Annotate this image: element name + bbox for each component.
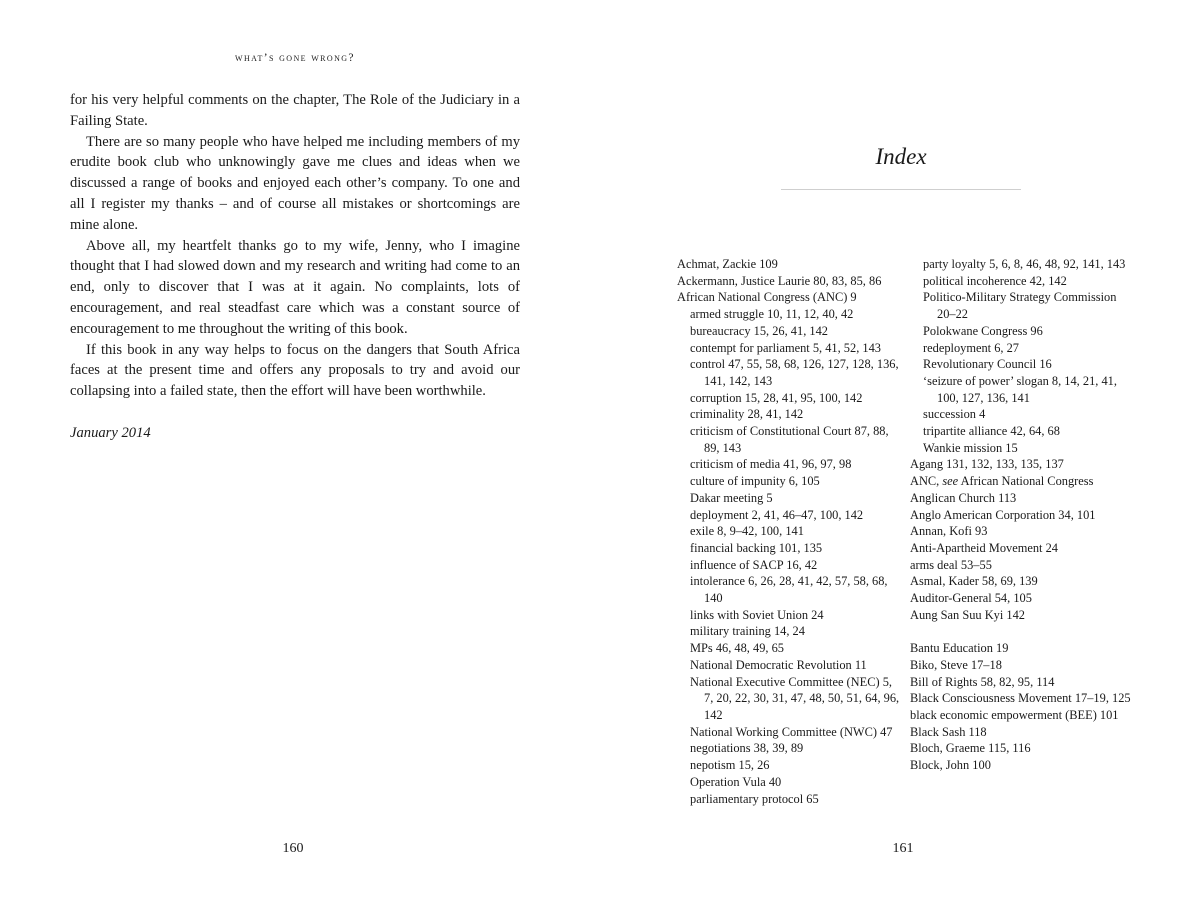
index-entry: Ackermann, Justice Laurie 80, 83, 85, 86 bbox=[677, 273, 882, 288]
index-subentry: Dakar meeting 5 bbox=[690, 490, 773, 505]
index-entry: Anti-Apartheid Movement 24 bbox=[910, 540, 1058, 555]
entry-text: African National Congress bbox=[958, 474, 1094, 489]
index-entry: Aung San Suu Kyi 142 bbox=[910, 607, 1025, 622]
index-subentry: parliamentary protocol 65 bbox=[690, 791, 819, 806]
right-page bbox=[598, 0, 1197, 918]
index-subentry: Revolutionary Council 16 bbox=[923, 357, 1052, 372]
index-subentry: criminality 28, 41, 142 bbox=[690, 407, 804, 422]
title-rule bbox=[781, 189, 1021, 190]
index-entry: arms deal 53–55 bbox=[910, 557, 992, 572]
index-entry: African National Congress (ANC) 9 bbox=[677, 290, 857, 305]
left-page bbox=[0, 0, 598, 918]
index-entry: Bill of Rights 58, 82, 95, 114 bbox=[910, 674, 1055, 689]
paragraph: Above all, my heartfelt thanks go to my wife, Jenny, who I imagine thought that I had slowed down and my research and writing had come to an end, only to discover that I was at it again. No complaints, lots of encouragement, and real steadfast care which was a constant source of encouragement to me throughout the writing of this book. bbox=[70, 237, 520, 337]
index-subentry: negotiations 38, 39, 89 bbox=[690, 741, 804, 756]
index-entry: Asmal, Kader 58, 69, 139 bbox=[910, 574, 1038, 589]
index-subentry: corruption 15, 28, 41, 95, 100, 142 bbox=[690, 390, 863, 405]
index-subentry: redeployment 6, 27 bbox=[923, 340, 1020, 355]
index-subentry: intolerance 6, 26, 28, 41, 42, 57, 58, 68, 140 bbox=[690, 574, 888, 606]
index-subentry: tripartite alliance 42, 64, 68 bbox=[923, 424, 1060, 439]
index-subentry: criticism of Constitutional Court 87, 88, 89, 143 bbox=[690, 424, 889, 455]
index-title: Index bbox=[875, 144, 927, 169]
date-signoff: January 2014 bbox=[70, 425, 151, 441]
paragraph: for his very helpful comments on the chapter, The Role of the Judiciary in a Failing State. bbox=[70, 92, 520, 129]
index-subentry: deployment 2, 41, 46–47, 100, 142 bbox=[690, 507, 864, 522]
paragraph: There are so many people who have helped me including members of my erudite book club who unknowingly gave me clues and ideas when we discussed a range of books and enjoyed each other’s company. To one and all I register my thanks – and of course all mistakes or shortcomings are mine alone. bbox=[70, 133, 520, 233]
index-subentry: exile 8, 9–42, 100, 141 bbox=[690, 524, 804, 539]
index-entry: black economic empowerment (BEE) 101 bbox=[910, 707, 1119, 722]
index-subentry: Polokwane Congress 96 bbox=[923, 323, 1043, 338]
index-subentry: political incoherence 42, 142 bbox=[923, 273, 1067, 288]
index-subentry: Politico-Military Strategy Commission 20–22 bbox=[923, 290, 1117, 322]
index-subentry: ‘seizure of power’ slogan 8, 14, 21, 41, 100, 127, 136, 141 bbox=[923, 373, 1117, 405]
index-entry: Auditor-General 54, 105 bbox=[910, 591, 1032, 606]
index-entry: Bantu Education 19 bbox=[910, 641, 1009, 656]
index-subentry: contempt for parliament 5, 41, 52, 143 bbox=[690, 340, 881, 355]
page-number: 161 bbox=[892, 841, 914, 856]
see-reference: see bbox=[942, 474, 959, 489]
index-subentry: military training 14, 24 bbox=[690, 624, 805, 639]
running-head: what’s gone wrong? bbox=[235, 52, 355, 64]
index-subentry: National Executive Committee (NEC) 5, 7, 20, 22, 30, 31, 47, 48, 50, 51, 64, 96, 142 bbox=[690, 674, 900, 722]
index-entry: Black Consciousness Movement 17–19, 125 bbox=[910, 691, 1131, 706]
index-subentry: succession 4 bbox=[923, 407, 986, 422]
index-subentry: criticism of media 41, 96, 97, 98 bbox=[690, 457, 852, 472]
index-subentry: links with Soviet Union 24 bbox=[690, 607, 824, 622]
index-subentry: Wankie mission 15 bbox=[923, 440, 1018, 455]
index-entry: Achmat, Zackie 109 bbox=[677, 257, 778, 271]
index-subentry: influence of SACP 16, 42 bbox=[690, 557, 818, 572]
index-entry: Bloch, Graeme 115, 116 bbox=[910, 741, 1031, 756]
index-subentry: bureaucracy 15, 26, 41, 142 bbox=[690, 323, 828, 338]
entry-text: ANC, bbox=[910, 474, 943, 489]
index-subentry: National Working Committee (NWC) 47 bbox=[690, 724, 893, 739]
page-number: 160 bbox=[282, 841, 304, 856]
index-subentry: control 47, 55, 58, 68, 126, 127, 128, 136, 141, 142, 143 bbox=[690, 357, 899, 388]
index-subentry: nepotism 15, 26 bbox=[690, 758, 770, 773]
index-column-1 bbox=[677, 256, 902, 807]
index-subentry: party loyalty 5, 6, 8, 46, 48, 92, 141, 143 bbox=[923, 257, 1126, 271]
body-text bbox=[70, 90, 520, 402]
index-entry: Anglo American Corporation 34, 101 bbox=[910, 507, 1096, 522]
index-subentry: National Democratic Revolution 11 bbox=[690, 657, 867, 672]
index-subentry: financial backing 101, 135 bbox=[690, 540, 823, 555]
index-subentry: MPs 46, 48, 49, 65 bbox=[690, 641, 784, 656]
index-entry: Anglican Church 113 bbox=[910, 490, 1017, 505]
index-subentry: Operation Vula 40 bbox=[690, 774, 782, 789]
index-column-2 bbox=[910, 256, 1136, 774]
index-entry bbox=[910, 473, 1136, 490]
index-entry: Annan, Kofi 93 bbox=[910, 524, 988, 539]
index-entry: Block, John 100 bbox=[910, 758, 991, 773]
index-entry: Black Sash 118 bbox=[910, 724, 987, 739]
index-subentry: culture of impunity 6, 105 bbox=[690, 474, 820, 489]
paragraph: If this book in any way helps to focus on the dangers that South Africa faces at the present time and offers any proposals to try and avoid our collapsing into a failed state, then the effort will have been worthwhile. bbox=[70, 341, 520, 400]
index-entry: Agang 131, 132, 133, 135, 137 bbox=[910, 457, 1064, 472]
index-subentry: armed struggle 10, 11, 12, 40, 42 bbox=[690, 307, 854, 322]
index-entry: Biko, Steve 17–18 bbox=[910, 657, 1002, 672]
